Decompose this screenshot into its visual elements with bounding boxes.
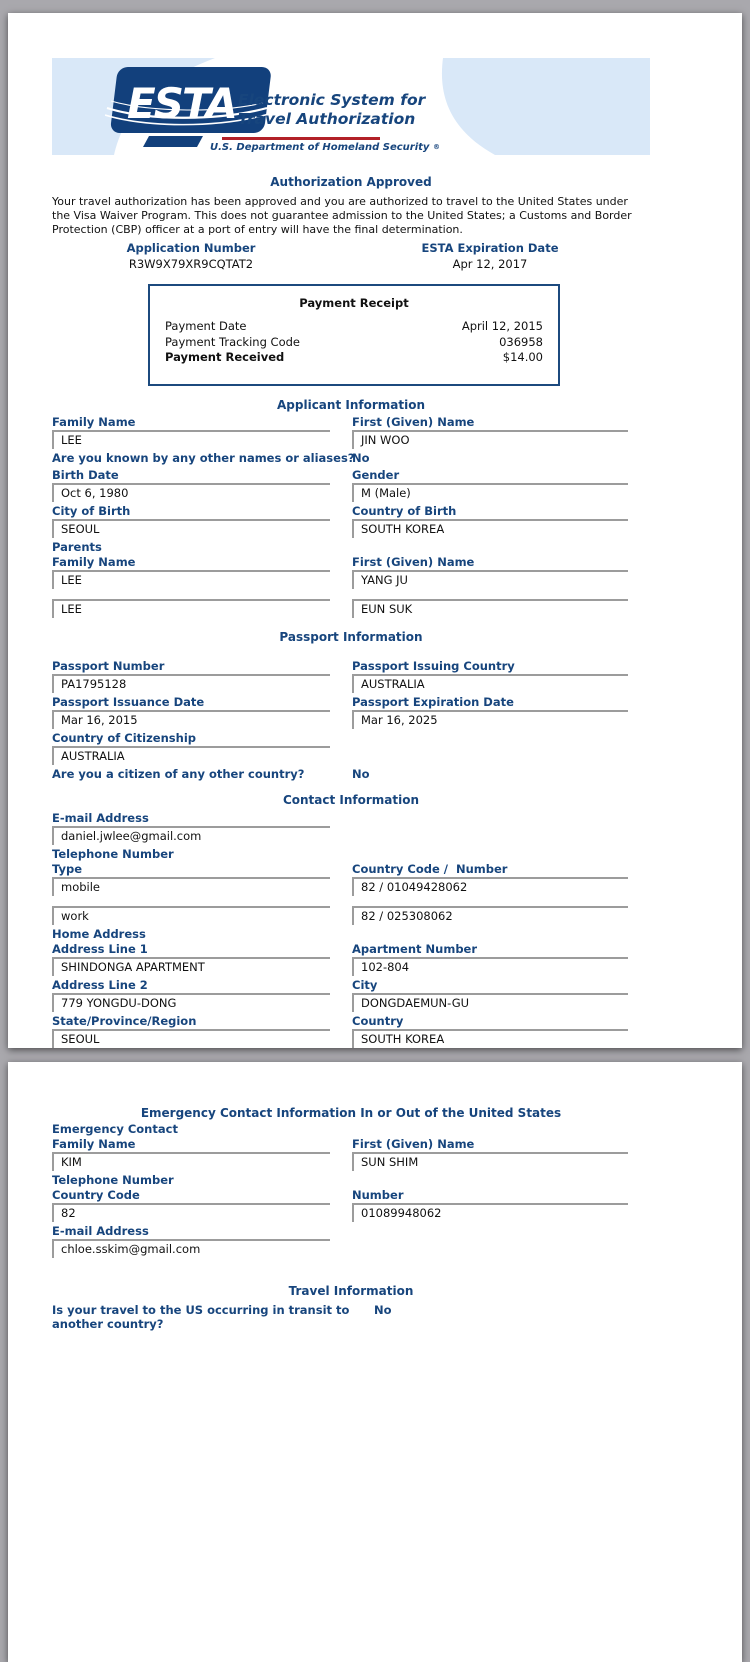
city-of-birth-label: City of Birth <box>52 503 131 518</box>
header-band <box>52 58 650 155</box>
address-line-2-label: Address Line 2 <box>52 977 148 992</box>
country-label: Country <box>352 1013 404 1028</box>
emergency-telephone-subheader: Telephone Number <box>52 1173 174 1187</box>
country-of-birth-label: Country of Birth <box>352 503 457 518</box>
payment-receipt-box <box>148 284 560 386</box>
application-number-block <box>52 241 330 272</box>
logo-tagline-line1: Electronic System for <box>238 91 426 109</box>
field-email <box>52 811 330 845</box>
payment-date-label: Payment Date <box>165 319 247 333</box>
parent-family-name-value-1: LEE <box>61 572 82 587</box>
payment-date-row <box>165 319 543 335</box>
document-page-2 <box>8 1062 742 1662</box>
parent-family-name-value-2: LEE <box>61 601 82 616</box>
field-passport-expiration-date <box>352 695 628 729</box>
parents-subheader: Parents <box>52 539 102 554</box>
emergency-number-label: Number <box>352 1188 404 1202</box>
phone-type-label: Type <box>52 861 83 876</box>
field-emergency-family-name <box>52 1137 330 1171</box>
document-page-1 <box>8 13 742 1048</box>
transit-question: Is your travel to the US occurring in transit to another country? <box>52 1303 350 1331</box>
field-parent-first-name-2 <box>352 599 628 618</box>
field-country-of-birth <box>352 504 628 538</box>
authorization-message: Your travel authorization has been approved and you are authorized to travel to the United States under the Visa Waiver Program. This does not guarantee admission to the United States; a Customs and Border Protection (CBP) officer at a port of entry will have the final determination. <box>52 195 632 236</box>
apartment-number-label: Apartment Number <box>352 941 478 956</box>
field-phone-number <box>352 862 628 896</box>
field-apartment-number <box>352 942 628 976</box>
field-emergency-number <box>352 1188 628 1222</box>
passport-expiration-date-label: Passport Expiration Date <box>352 694 514 709</box>
passport-expiration-date-value: Mar 16, 2025 <box>361 712 438 727</box>
field-birth-date <box>52 468 330 502</box>
first-name-value: JIN WOO <box>361 432 410 447</box>
telephone-subheader: Telephone Number <box>52 846 174 861</box>
logo-department-text: U.S. Department of Homeland Security <box>210 142 430 153</box>
emergency-contact-subheader: Emergency Contact <box>52 1122 178 1136</box>
field-parent-family-name <box>52 555 330 589</box>
email-value: daniel.jwlee@gmail.com <box>61 828 202 843</box>
passport-number-label: Passport Number <box>52 658 165 673</box>
field-country <box>352 1014 628 1048</box>
apartment-number-value: 102-804 <box>361 959 410 974</box>
first-name-label: First (Given) Name <box>352 414 475 429</box>
address-line-1-label: Address Line 1 <box>52 941 148 956</box>
esta-logo-dash <box>143 136 203 147</box>
emergency-family-name-label: Family Name <box>52 1137 136 1151</box>
field-emergency-first-name <box>352 1137 628 1171</box>
section-title-travel: Travel Information <box>288 1284 414 1298</box>
emergency-first-name-value: SUN SHIM <box>361 1155 419 1169</box>
parent-family-name-label: Family Name <box>52 554 136 569</box>
authorization-status-title: Authorization Approved <box>270 175 432 189</box>
section-title-applicant: Applicant Information <box>277 397 425 412</box>
emergency-country-code-value: 82 <box>61 1206 76 1220</box>
logo-tagline-line2: Travel Authorization <box>238 110 416 128</box>
city-of-birth-value: SEOUL <box>61 521 100 536</box>
field-city-of-birth <box>52 504 330 538</box>
section-title-contact: Contact Information <box>282 792 420 807</box>
emergency-country-code-label: Country Code <box>52 1188 140 1202</box>
country-value: SOUTH KOREA <box>361 1031 445 1046</box>
field-state-province <box>52 1014 330 1048</box>
parent-first-name-label: First (Given) Name <box>352 554 475 569</box>
alias-question: Are you known by any other names or aliases? <box>52 450 355 465</box>
passport-issuing-country-label: Passport Issuing Country <box>352 658 515 673</box>
parent-first-name-value-1: YANG JU <box>361 572 408 587</box>
field-address-line-1 <box>52 942 330 976</box>
birth-date-label: Birth Date <box>52 467 119 482</box>
other-citizenship-answer: No <box>352 766 370 781</box>
field-passport-number <box>52 659 330 693</box>
field-emergency-country-code <box>52 1188 330 1222</box>
country-of-birth-value: SOUTH KOREA <box>361 521 445 536</box>
transit-answer: No <box>374 1303 392 1317</box>
parent-first-name-value-2: EUN SUK <box>361 601 413 616</box>
country-of-citizenship-label: Country of Citizenship <box>52 730 196 745</box>
address-line-2-value: 779 YONGDU-DONG <box>61 995 177 1010</box>
application-number-label: Application Number <box>126 241 256 255</box>
section-title-emergency: Emergency Contact Information In or Out of the United States <box>140 1106 562 1120</box>
phone-cc-number-value-1: 82 / 01049428062 <box>361 879 468 894</box>
payment-receipt-title: Payment Receipt <box>299 296 409 310</box>
emergency-family-name-value: KIM <box>61 1155 82 1169</box>
field-address-line-2 <box>52 978 330 1012</box>
application-number-value: R3W9X79XR9CQTAT2 <box>128 257 254 271</box>
field-phone-type-2 <box>52 906 330 925</box>
emergency-number-value: 01089948062 <box>361 1206 442 1220</box>
phone-type-value-1: mobile <box>61 879 101 894</box>
esta-expiration-block <box>352 241 628 272</box>
esta-logo-text: ESTA <box>127 79 236 128</box>
field-family-name <box>52 415 330 449</box>
field-parent-first-name <box>352 555 628 589</box>
state-province-label: State/Province/Region <box>52 1013 197 1028</box>
passport-issuance-date-value: Mar 16, 2015 <box>61 712 138 727</box>
passport-issuance-date-label: Passport Issuance Date <box>52 694 205 709</box>
passport-issuing-country-value: AUSTRALIA <box>361 676 425 691</box>
address-line-1-value: SHINDONGA APARTMENT <box>61 959 205 974</box>
field-passport-issuance-date <box>52 695 330 729</box>
payment-received-value: $14.00 <box>502 350 543 364</box>
city-value: DONGDAEMUN-GU <box>361 995 470 1010</box>
emergency-first-name-label: First (Given) Name <box>352 1137 475 1151</box>
payment-date-value: April 12, 2015 <box>461 319 543 333</box>
phone-type-value-2: work <box>61 908 89 923</box>
field-phone-type <box>52 862 330 896</box>
field-phone-number-2 <box>352 906 628 925</box>
logo-department-line <box>210 142 440 153</box>
other-citizenship-question: Are you a citizen of any other country? <box>52 766 305 781</box>
logo-red-underline <box>222 137 380 140</box>
state-province-value: SEOUL <box>61 1031 100 1046</box>
passport-number-value: PA1795128 <box>61 676 127 691</box>
family-name-value: LEE <box>61 432 82 447</box>
emergency-email-label: E-mail Address <box>52 1224 149 1238</box>
home-address-subheader: Home Address <box>52 926 146 941</box>
payment-tracking-value: 036958 <box>499 334 543 349</box>
esta-expiration-value: Apr 12, 2017 <box>452 257 528 271</box>
field-first-name <box>352 415 628 449</box>
field-country-of-citizenship <box>52 731 330 765</box>
registered-mark: ® <box>432 143 440 151</box>
phone-cc-number-value-2: 82 / 025308062 <box>361 908 453 923</box>
phone-cc-number-label: Country Code / Number <box>352 861 508 876</box>
field-city <box>352 978 628 1012</box>
family-name-label: Family Name <box>52 414 136 429</box>
gender-value: M (Male) <box>361 485 411 500</box>
field-gender <box>352 468 628 502</box>
payment-tracking-label: Payment Tracking Code <box>165 334 300 349</box>
esta-expiration-label: ESTA Expiration Date <box>421 241 559 255</box>
field-emergency-email <box>52 1224 330 1258</box>
field-passport-issuing-country <box>352 659 628 693</box>
city-label: City <box>352 977 378 992</box>
payment-received-label: Payment Received <box>165 350 285 364</box>
email-label: E-mail Address <box>52 810 149 825</box>
field-parent-family-name-2 <box>52 599 330 618</box>
logo-tagline <box>238 91 425 129</box>
payment-received-row <box>165 350 543 366</box>
payment-tracking-row <box>165 335 543 351</box>
emergency-email-value: chloe.sskim@gmail.com <box>61 1242 201 1256</box>
section-title-passport: Passport Information <box>279 629 423 644</box>
application-summary-row <box>52 241 650 272</box>
country-of-citizenship-value: AUSTRALIA <box>61 748 125 763</box>
birth-date-value: Oct 6, 1980 <box>61 485 129 500</box>
gender-label: Gender <box>352 467 400 482</box>
alias-answer: No <box>352 450 370 465</box>
